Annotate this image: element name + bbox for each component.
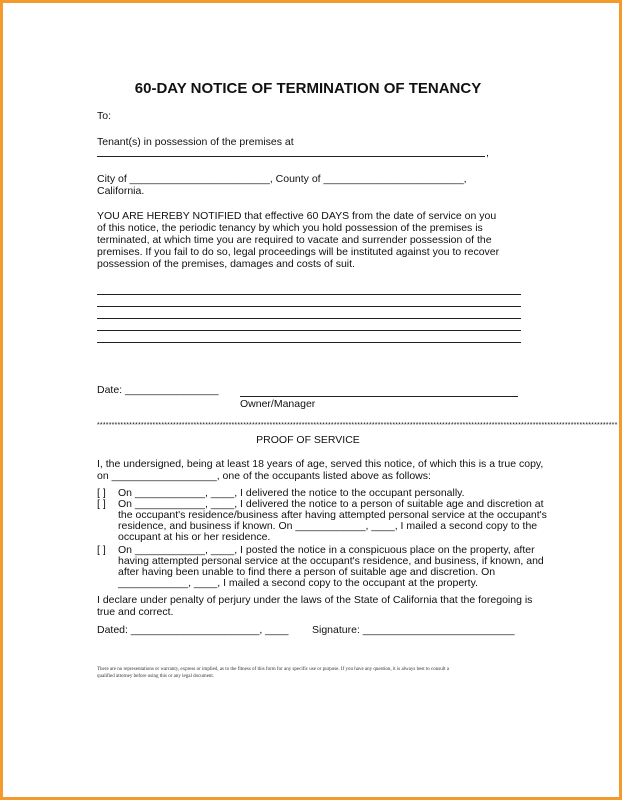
to-label: To: bbox=[97, 110, 112, 122]
option-3-line-4: ____________, ____, I mailed a second copy to the occupant at the property. bbox=[118, 577, 478, 589]
blank-line bbox=[97, 318, 521, 319]
notice-line-4: premises. If you fail to do so, legal proceedings will be instituted against you to recover bbox=[97, 246, 500, 258]
notice-line-1: YOU ARE HEREBY NOTIFIED that effective 60 DAYS from the date of service on you bbox=[97, 210, 497, 222]
option-2-line-2: the occupant's residence/business after having attempted personal service at the occupant's bbox=[118, 509, 547, 521]
blank-line bbox=[97, 294, 521, 295]
dated-field: Dated: ______________________, ____ bbox=[97, 624, 289, 636]
state-text: California. bbox=[97, 185, 145, 197]
signature-field: Signature: __________________________ bbox=[312, 624, 515, 636]
city-county-line: City of ________________________, County of ________________________, bbox=[97, 173, 467, 185]
blank-line bbox=[97, 342, 521, 343]
disclaimer-line-2: qualified attorney before using this or any legal document. bbox=[97, 674, 215, 679]
option-2-line-3: residence, and business if known. On ____________, ____, I mailed a second copy to the bbox=[118, 520, 538, 532]
declare-line-1: I declare under penalty of perjury under the laws of the State of California that the foregoing is bbox=[97, 594, 533, 606]
notice-line-3: terminated, at which time you are required to vacate and surrender possession of the bbox=[97, 234, 492, 246]
option-checkbox[interactable]: [ ] bbox=[97, 487, 106, 499]
option-checkbox[interactable]: [ ] bbox=[97, 498, 106, 510]
option-3-line-3: after having been unable to find there a person of suitable age and discretion. On bbox=[118, 566, 496, 578]
disclaimer-line-1: There are no representations or warranty, express or implied, as to the fitness of this form for any specific use or purpose. If you have any question, it is always best to consult a bbox=[97, 667, 449, 672]
date-field: Date: ________________ bbox=[97, 384, 219, 396]
blank-line bbox=[97, 330, 521, 331]
notice-line-5: possession of the premises, damages and costs of suit. bbox=[97, 258, 355, 270]
option-3-line-1: On ____________, ____, I posted the notice in a conspicuous place on the property, after bbox=[118, 544, 535, 556]
address-blank-line bbox=[97, 156, 485, 157]
option-checkbox[interactable]: [ ] bbox=[97, 544, 106, 556]
proof-intro-1: I, the undersigned, being at least 18 years of age, served this notice, of which this is a true copy, bbox=[97, 458, 544, 470]
separator-stars: ********************************************************************************************************************************************************************************** bbox=[97, 422, 618, 429]
document-title: 60-DAY NOTICE OF TERMINATION OF TENANCY bbox=[134, 80, 482, 97]
declare-line-2: true and correct. bbox=[97, 606, 174, 618]
address-comma: , bbox=[486, 147, 489, 159]
tenants-line: Tenant(s) in possession of the premises at bbox=[97, 136, 294, 148]
proof-heading: PROOF OF SERVICE bbox=[256, 434, 360, 446]
option-3-line-2: having attempted personal service at the occupant's residence, and business, if known, and bbox=[118, 555, 544, 567]
owner-signature-line bbox=[240, 396, 518, 397]
option-1-line-1: On ____________, ____, I delivered the notice to the occupant personally. bbox=[118, 487, 465, 499]
owner-label: Owner/Manager bbox=[240, 398, 316, 410]
option-2-line-4: occupant at his or her residence. bbox=[118, 531, 271, 543]
blank-line bbox=[97, 306, 521, 307]
proof-intro-2: on __________________, one of the occupants listed above as follows: bbox=[97, 470, 431, 482]
notice-line-2: of this notice, the periodic tenancy by which you hold possession of the premises is bbox=[97, 222, 483, 234]
option-2-line-1: On ____________, ____, I delivered the notice to a person of suitable age and discretion at bbox=[118, 498, 544, 510]
